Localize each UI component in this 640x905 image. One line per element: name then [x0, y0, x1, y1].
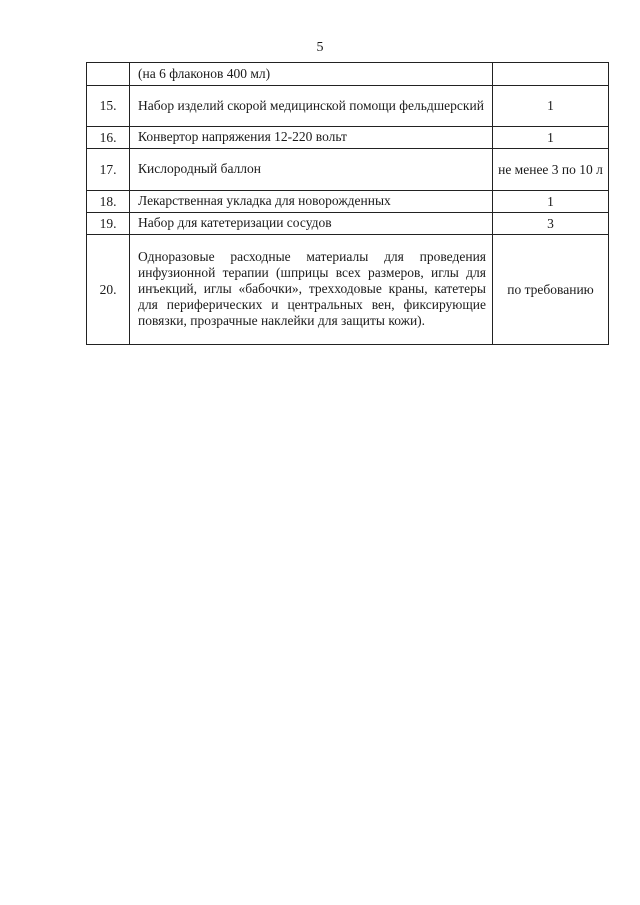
- equipment-table: [86, 62, 609, 345]
- row-number: 19.: [87, 213, 130, 235]
- table-row: [87, 191, 609, 213]
- item-quantity: не менее 3 по 10 л: [493, 149, 609, 191]
- table-row: [87, 127, 609, 149]
- item-quantity: [493, 63, 609, 86]
- row-number: 20.: [87, 235, 130, 345]
- item-name: Набор изделий скорой медицинской помощи фельдшерский: [130, 86, 493, 127]
- item-name: Лекарственная укладка для новорожденных: [130, 191, 493, 213]
- item-quantity: 3: [493, 213, 609, 235]
- row-number: 15.: [87, 86, 130, 127]
- item-name: (на 6 флаконов 400 мл): [130, 63, 493, 86]
- row-number: 16.: [87, 127, 130, 149]
- table-row: [87, 86, 609, 127]
- item-name: Одноразовые расходные материалы для проведения инфузионной терапии (шприцы всех размеров, иглы для инъекций, иглы «бабочки», трехходовые краны, катетеры для периферических и центральных вен, фиксирующие повязки, прозрачные наклейки для защиты кожи).: [130, 235, 493, 345]
- item-quantity: 1: [493, 86, 609, 127]
- table-row: [87, 213, 609, 235]
- page-number: 5: [316, 40, 324, 55]
- item-name: Конвертор напряжения 12-220 вольт: [130, 127, 493, 149]
- table-row: [87, 63, 609, 86]
- table-row: [87, 149, 609, 191]
- item-quantity: 1: [493, 191, 609, 213]
- row-number: 17.: [87, 149, 130, 191]
- item-quantity: по требованию: [493, 235, 609, 345]
- table-row: [87, 235, 609, 345]
- row-number: [87, 63, 130, 86]
- item-name: Набор для катетеризации сосудов: [130, 213, 493, 235]
- item-quantity: 1: [493, 127, 609, 149]
- row-number: 18.: [87, 191, 130, 213]
- item-name: Кислородный баллон: [130, 149, 493, 191]
